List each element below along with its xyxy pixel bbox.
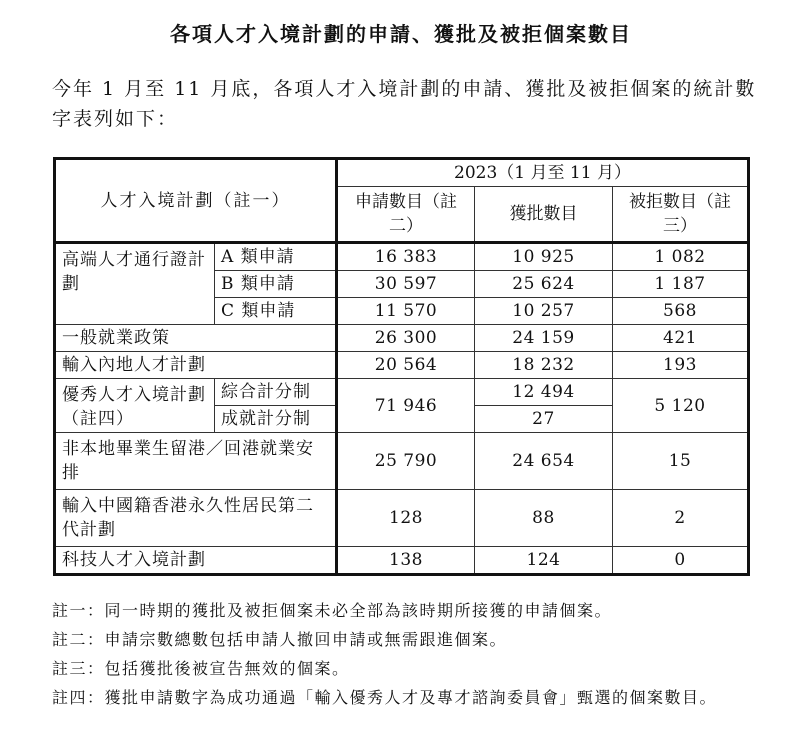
header-scheme: 人才入境計劃（註一） [55, 159, 337, 243]
cell-applications: 26 300 [337, 325, 475, 352]
cell-applications: 138 [337, 547, 475, 575]
footnote [52, 596, 762, 625]
page-title: 各項人才入境計劃的申請、獲批及被拒個案數目 [170, 22, 632, 46]
footnote-key: 註四： [52, 688, 105, 707]
cell-approved: 24 159 [475, 325, 613, 352]
cell-applications: 30 597 [337, 271, 475, 298]
footnote [52, 625, 762, 654]
footnote-key: 註三： [52, 659, 105, 678]
cell-approved: 10 257 [475, 298, 613, 325]
cell-approved: 88 [475, 490, 613, 547]
row-sublabel: 成就計分制 [215, 406, 337, 433]
row-label-mainland-talents: 輸入內地人才計劃 [55, 352, 337, 379]
cell-applications: 128 [337, 490, 475, 547]
cell-approved: 12 494 [475, 379, 613, 406]
row-label-quality-migrant: 優秀人才入境計劃（註四） [55, 379, 215, 433]
row-sublabel: 綜合計分制 [215, 379, 337, 406]
row-sublabel: A 類申請 [215, 243, 337, 271]
table-row [55, 379, 749, 406]
cell-refused: 193 [613, 352, 749, 379]
cell-refused: 421 [613, 325, 749, 352]
footnote [52, 654, 762, 683]
row-label-top-talent: 高端人才通行證計劃 [55, 243, 215, 325]
cell-approved: 27 [475, 406, 613, 433]
cell-approved: 25 624 [475, 271, 613, 298]
row-sublabel: B 類申請 [215, 271, 337, 298]
cell-approved: 24 654 [475, 433, 613, 490]
row-sublabel: C 類申請 [215, 298, 337, 325]
cell-applications: 16 383 [337, 243, 475, 271]
cell-refused: 0 [613, 547, 749, 575]
header-period: 2023（1 月至 11 月） [337, 159, 749, 187]
table-row [55, 352, 749, 379]
row-label-non-local-grads: 非本地畢業生留港／回港就業安排 [55, 433, 337, 490]
cell-approved: 124 [475, 547, 613, 575]
table-row [55, 243, 749, 271]
footnote-key: 註二： [52, 630, 105, 649]
cell-refused: 2 [613, 490, 749, 547]
cell-applications: 11 570 [337, 298, 475, 325]
cell-approved: 18 232 [475, 352, 613, 379]
header-refused: 被拒數目（註三） [613, 187, 749, 243]
footnote [52, 683, 762, 712]
table-row [55, 433, 749, 490]
footnotes [52, 596, 762, 712]
cell-approved: 10 925 [475, 243, 613, 271]
footnote-key: 註一： [52, 601, 105, 620]
intro-paragraph: 今年 1 月至 11 月底，各項人才入境計劃的申請、獲批及被拒個案的統計數字表列如下： [52, 78, 757, 130]
table-row [55, 325, 749, 352]
cell-applications: 25 790 [337, 433, 475, 490]
footnote-text: 獲批申請數字為成功通過「輸入優秀人才及專才諮詢委員會」甄選的個案數目。 [104, 688, 718, 707]
footnote-text: 申請宗數總數包括申請人撤回申請或無需跟進個案。 [104, 630, 508, 649]
statistics-table [53, 157, 750, 576]
cell-applications: 20 564 [337, 352, 475, 379]
cell-refused: 15 [613, 433, 749, 490]
cell-refused: 1 187 [613, 271, 749, 298]
cell-refused: 1 082 [613, 243, 749, 271]
table-row [55, 547, 749, 575]
footnote-text: 同一時期的獲批及被拒個案未必全部為該時期所接獲的申請個案。 [104, 601, 613, 620]
footnote-text: 包括獲批後被宣告無效的個案。 [104, 659, 350, 678]
cell-refused: 5 120 [613, 379, 749, 433]
row-label-technology-talent: 科技人才入境計劃 [55, 547, 337, 575]
cell-refused: 568 [613, 298, 749, 325]
cell-applications: 71 946 [337, 379, 475, 433]
header-approved: 獲批數目 [475, 187, 613, 243]
header-applications: 申請數目（註二） [337, 187, 475, 243]
row-label-second-generation: 輸入中國籍香港永久性居民第二代計劃 [55, 490, 337, 547]
row-label-general-employment: 一般就業政策 [55, 325, 337, 352]
table-row [55, 490, 749, 547]
